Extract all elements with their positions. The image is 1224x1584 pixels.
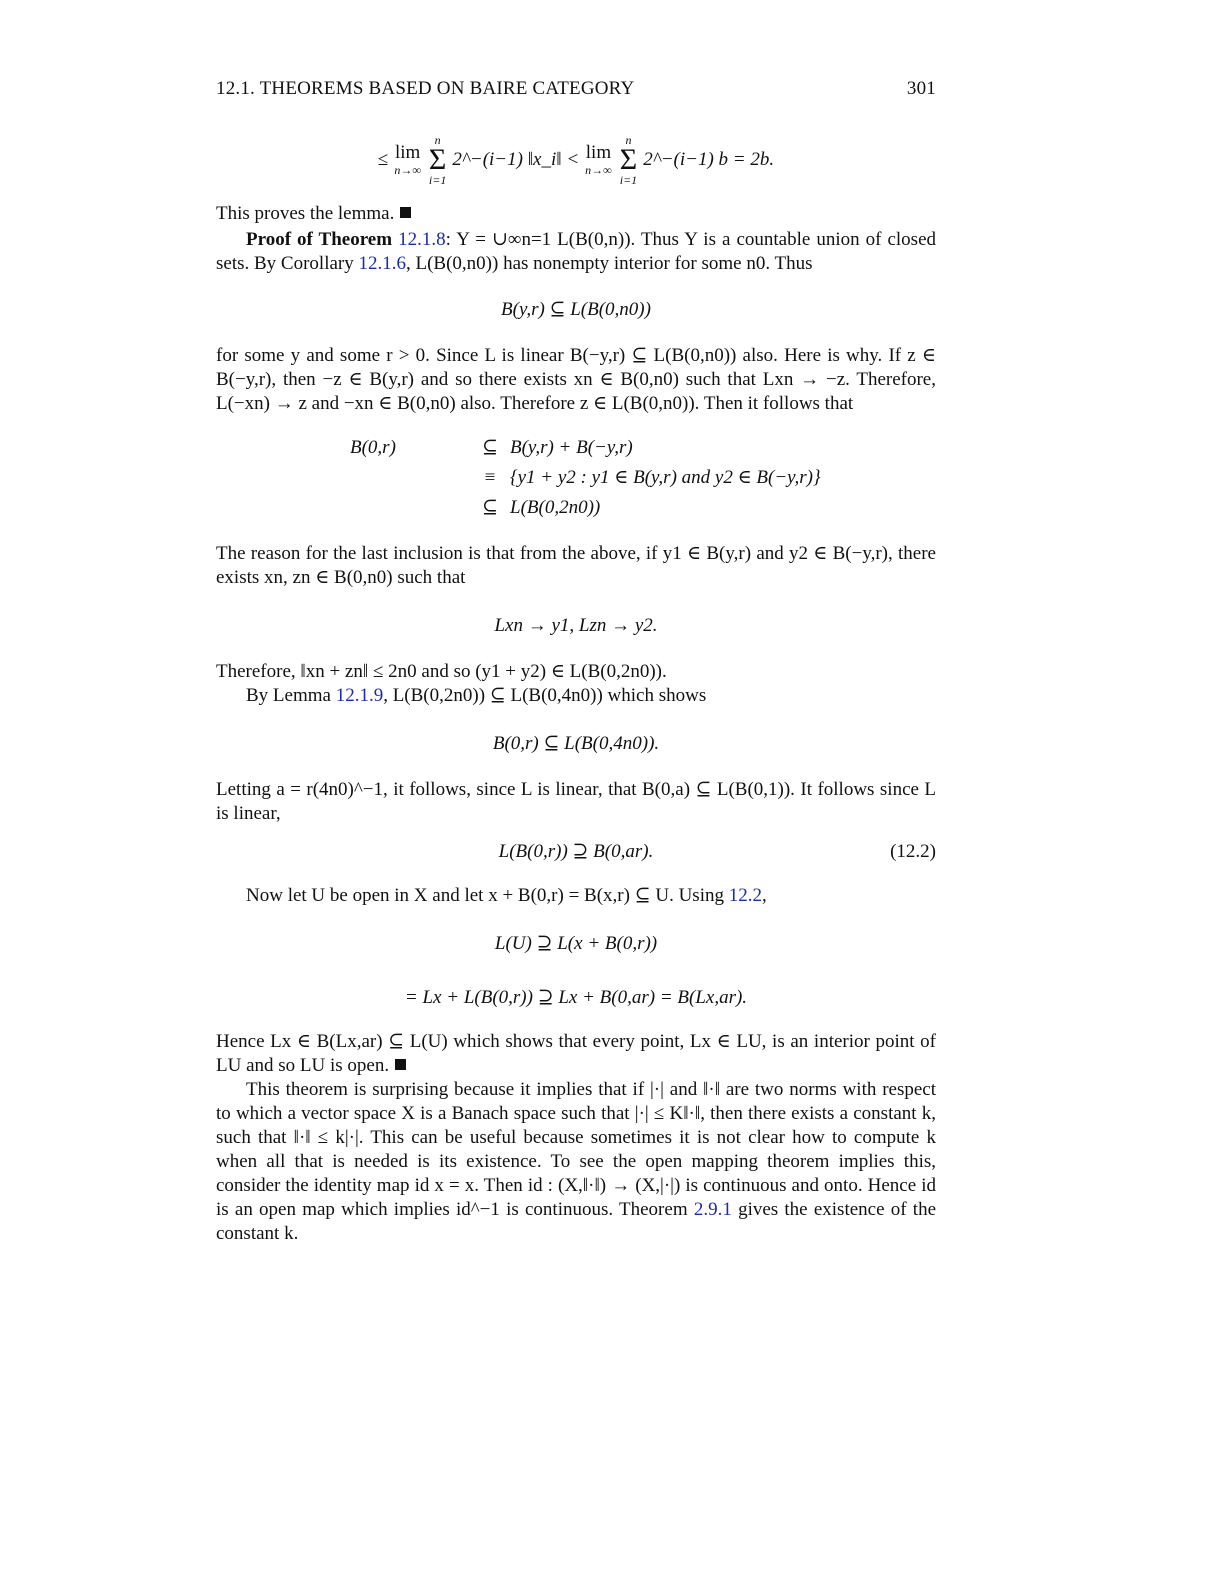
align-rel-1: ⊆ [482,437,498,458]
page-number: 301 [906,78,936,99]
lim-operator: lim n→∞ [394,142,421,177]
paragraph-proof: Proof of Theorem 12.1.8: Y = ∪∞n=1 L(B(0,n)). Thus Y is a countable union of closed sets. By Corollary 12.1.6, L(B(0,n0)) has nonempty interior for some n0. Thus [216,229,937,274]
equation-limit-sum [216,128,936,192]
running-header [216,78,936,100]
eq-leq: ≤ [377,149,389,170]
section-title: 12.1. THEOREMS BASED ON BAIRE CATEGORY [216,78,635,99]
align-rhs-2: {y1 + y2 : y1 ∈ B(y,r) and y2 ∈ B(−y,r)} [510,467,821,488]
link-theorem-12-1-8[interactable]: 12.1.8 [398,229,446,250]
equation-LU2: = Lx + L(B(0,r)) ⊇ Lx + B(0,ar) = B(Lx,ar). [404,987,748,1008]
paragraph-reason: The reason for the last inclusion is that from the above, if y1 ∈ B(y,r) and y2 ∈ B(−y,r), there exists xn, zn ∈ B(0,n0) such that [216,543,936,588]
equation-12-2 [216,840,936,864]
align-rhs-3: L(B(0,2n0)) [510,497,601,518]
sum-operator: n Σ i=1 [428,133,447,187]
qed-square-icon [395,1059,406,1070]
paragraph-lemma: By Lemma 12.1.9, L(B(0,2n0)) ⊆ L(B(0,4n0)) which shows [246,685,707,706]
link-corollary-12-1-6[interactable]: 12.1.6 [358,253,406,274]
paragraph-proves: This proves the lemma. [216,202,936,226]
align-rel-3: ⊆ [482,497,498,518]
equation-ball: B(y,r) ⊆ L(B(0,n0)) [501,299,651,320]
equation-LU: L(U) ⊇ L(x + B(0,r)) [494,933,658,954]
paragraph-since: for some y and some r > 0. Since L is linear B(−y,r) ⊆ L(B(0,n0)) also. Here is why. If z ∈ B(−y,r), then −z ∈ B(y,r) and so there exists xn ∈ B(0,n0) such that Lxn → −z. Therefore, L(−xn) → z and −xn ∈ B(0,n0) also. Therefore z ∈ L(B(0,n0)). Then it follows that [216,345,936,414]
paragraph-therefore: Therefore, ‖xn + zn‖ ≤ 2n0 and so (y1 + y2) ∈ L(B(0,2n0)). [216,661,667,682]
align-rhs-1: B(y,r) + B(−y,r) [510,437,633,458]
paragraph-nowlet: Now let U be open in X and let x + B(0,r) = B(x,r) ⊆ U. Using 12.2, [246,885,767,906]
equation-number: (12.2) [890,841,936,862]
paragraph-letting: Letting a = r(4n0)^−1, it follows, since L is linear, that B(0,a) ⊆ L(B(0,1)). It follows since L is linear, [216,779,936,824]
eq-term1: 2^−(i−1) ‖x_i‖ < [452,149,580,170]
link-lemma-12-1-9[interactable]: 12.1.9 [335,685,384,706]
align-rel-2: ≡ [484,467,496,488]
page-body [216,128,936,1246]
proof-lead: Proof of Theorem [246,229,393,250]
link-theorem-2-9-1[interactable]: 2.9.1 [693,1199,732,1220]
eq-term2: 2^−(i−1) b = 2b. [643,149,775,170]
sum-operator-2: n Σ i=1 [619,133,638,187]
link-eq-12-2[interactable]: 12.2 [728,885,762,906]
align-lhs: B(0,r) [350,437,396,458]
equation-ball2: B(0,r) ⊆ L(B(0,4n0)). [492,733,660,754]
equation-convergence: Lxn → y1, Lzn → y2. [494,615,658,636]
qed-square-icon [400,207,411,218]
lim-operator-2: lim n→∞ [585,142,612,177]
paragraph-hence: Hence Lx ∈ B(Lx,ar) ⊆ L(U) which shows that every point, Lx ∈ LU, is an interior point of LU and so LU is open. [216,1031,936,1076]
equation-12-2-body: L(B(0,r)) ⊇ B(0,ar). [498,841,654,862]
paragraph-surprising: This theorem is surprising because it implies that if |·| and ‖·‖ are two norms with respect to which a vector space X is a Banach space such that |·| ≤ K‖·‖, then there exists a constant k, such that ‖·‖ ≤ k|·|. This can be useful because sometimes it is not clear how to compute k when all that is needed is its existence. To see the open mapping theorem implies this, consider the identity map id x = x. Then id : (X,‖·‖) → (X,|·|) is continuous and onto. Hence id is an open map which implies id^−1 is continuous. Theorem 2.9.1 gives the existence of the constant k. [216,1079,937,1244]
align-block [350,436,936,520]
